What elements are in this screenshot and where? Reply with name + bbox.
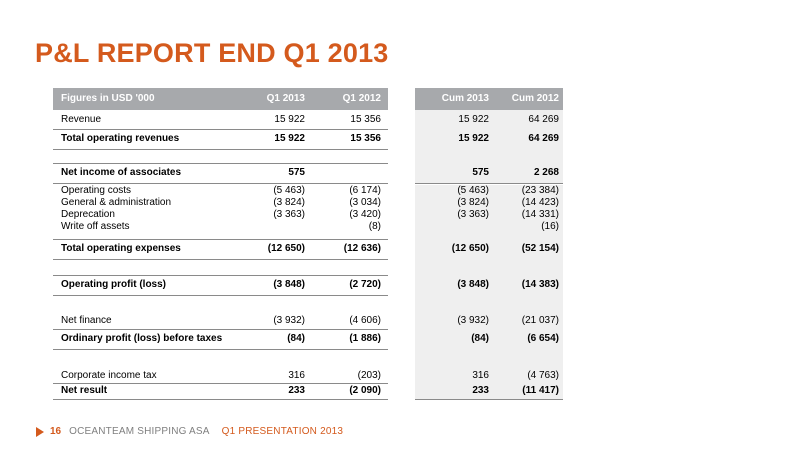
cell-cum-2013: (3 932) (457, 315, 489, 326)
cell-cum-2012: (23 384) (521, 185, 559, 196)
cell-q1-2013: (3 824) (273, 197, 305, 208)
cell-cum-2012: (52 154) (521, 243, 559, 254)
quarterly-spacer-row (53, 149, 388, 164)
quarterly-table-row (53, 163, 388, 184)
header-q1-2013: Q1 2013 (266, 93, 305, 104)
cell-q1-2012: (4 606) (349, 315, 381, 326)
quarterly-table-row (53, 129, 388, 150)
cell-q1-2013: (3 932) (273, 315, 305, 326)
cell-cum-2013: (84) (471, 333, 489, 344)
quarterly-spacer-row (53, 295, 388, 313)
cell-cum-2012: 64 269 (528, 114, 559, 125)
cell-cum-2013: 575 (472, 167, 489, 178)
cell-cum-2013: (12 650) (451, 243, 489, 254)
cell-q1-2012: (3 420) (349, 209, 381, 220)
pl-table-quarterly (53, 88, 388, 399)
row-label: Operating costs (61, 185, 132, 196)
quarterly-table-row (53, 239, 388, 260)
page-title: P&L REPORT END Q1 2013 (35, 38, 389, 68)
quarterly-table-row (53, 329, 388, 350)
quarterly-spacer-row (53, 349, 388, 369)
cell-cum-2013: 15 922 (458, 133, 489, 144)
cumulative-table-row (415, 129, 563, 150)
cell-cum-2012: (6 654) (527, 333, 559, 344)
cell-q1-2013: 15 922 (274, 114, 305, 125)
footer (36, 426, 343, 437)
row-label: Net income of associates (61, 167, 182, 178)
row-label: Operating profit (loss) (61, 279, 166, 290)
cumulative-table-row (415, 209, 563, 221)
cell-cum-2013: (3 363) (457, 209, 489, 220)
cumulative-spacer-row (415, 259, 563, 276)
quarterly-table-row (53, 221, 388, 240)
cell-cum-2013: (3 824) (457, 197, 489, 208)
page-number: 16 (50, 426, 62, 437)
cumulative-table-row (415, 239, 563, 260)
quarterly-header-row (53, 88, 388, 110)
cell-q1-2012: (12 636) (343, 243, 381, 254)
cell-q1-2012: (2 090) (349, 385, 381, 396)
cumulative-table-row (415, 383, 563, 400)
cell-q1-2013: (3 363) (273, 209, 305, 220)
quarterly-table-row (53, 275, 388, 296)
cell-q1-2013: (12 650) (267, 243, 305, 254)
cumulative-table-row (415, 313, 563, 330)
cell-q1-2013: 233 (288, 385, 305, 396)
cumulative-table-row (415, 197, 563, 209)
row-label: Net finance (61, 315, 112, 326)
triangle-bullet-icon (36, 427, 44, 437)
cumulative-spacer-row (415, 295, 563, 313)
cumulative-header-row (415, 88, 563, 110)
quarterly-table-row (53, 313, 388, 330)
cell-q1-2012: 15 356 (350, 114, 381, 125)
row-label: Deprecation (61, 209, 115, 220)
header-cum-2012: Cum 2012 (511, 93, 559, 104)
row-label: Net result (61, 385, 108, 396)
cell-cum-2012: (11 417) (522, 385, 559, 396)
row-label: Corporate income tax (61, 370, 157, 381)
cumulative-spacer-row (415, 349, 563, 369)
cell-cum-2012: (14 423) (521, 197, 559, 208)
cell-q1-2013: 316 (288, 370, 305, 381)
cell-q1-2013: (5 463) (273, 185, 305, 196)
cell-cum-2013: (5 463) (457, 185, 489, 196)
cell-cum-2013: 15 922 (458, 114, 489, 125)
cell-cum-2012: 64 269 (528, 133, 559, 144)
cell-q1-2012: (1 886) (349, 333, 381, 344)
presentation-name: Q1 PRESENTATION 2013 (221, 426, 344, 437)
quarterly-table-row (53, 185, 388, 197)
cell-cum-2012: (4 763) (527, 370, 559, 381)
header-label: Figures in USD '000 (61, 93, 155, 104)
cell-cum-2012: (14 383) (521, 279, 559, 290)
cell-cum-2012: 2 268 (533, 167, 559, 178)
quarterly-table-row (53, 197, 388, 209)
cumulative-table-row (415, 110, 563, 130)
cell-cum-2012: (21 037) (521, 315, 559, 326)
cell-q1-2013: 575 (288, 167, 305, 178)
quarterly-table-row (53, 369, 388, 384)
cell-q1-2012: (3 034) (349, 197, 381, 208)
quarterly-table-row (53, 209, 388, 221)
row-label: General & administration (61, 197, 172, 208)
cell-cum-2012: (14 331) (521, 209, 559, 220)
cumulative-table-row (415, 275, 563, 296)
cumulative-table-row (415, 221, 563, 240)
cell-q1-2013: (3 848) (273, 279, 305, 290)
quarterly-spacer-row (53, 259, 388, 276)
cumulative-spacer-row (415, 149, 563, 164)
cell-cum-2013: (3 848) (457, 279, 489, 290)
header-cum-2013: Cum 2013 (441, 93, 489, 104)
cumulative-table-row (415, 329, 563, 350)
row-label: Revenue (61, 114, 102, 125)
quarterly-table-row (53, 110, 388, 130)
company-name: OCEANTEAM SHIPPING ASA (69, 426, 210, 437)
cell-q1-2012: (2 720) (349, 279, 381, 290)
cell-q1-2013: (84) (287, 333, 305, 344)
cumulative-table-row (415, 369, 563, 384)
cell-q1-2012: (203) (357, 370, 381, 381)
cell-cum-2013: 233 (472, 385, 489, 396)
cell-q1-2012: (8) (368, 221, 381, 232)
quarterly-table-row (53, 383, 388, 400)
row-label: Total operating expenses (61, 243, 181, 254)
cell-q1-2012: (6 174) (349, 185, 381, 196)
pl-table-cumulative (415, 88, 563, 399)
cell-cum-2013: 316 (472, 370, 489, 381)
cell-q1-2013: 15 922 (274, 133, 305, 144)
row-label: Ordinary profit (loss) before taxes (61, 333, 223, 344)
header-q1-2012: Q1 2012 (342, 93, 381, 104)
cumulative-table-row (415, 185, 563, 197)
row-label: Total operating revenues (61, 133, 180, 144)
cell-q1-2012: 15 356 (350, 133, 381, 144)
cumulative-table-row (415, 163, 563, 184)
cell-cum-2012: (16) (541, 221, 559, 232)
row-label: Write off assets (61, 221, 130, 232)
